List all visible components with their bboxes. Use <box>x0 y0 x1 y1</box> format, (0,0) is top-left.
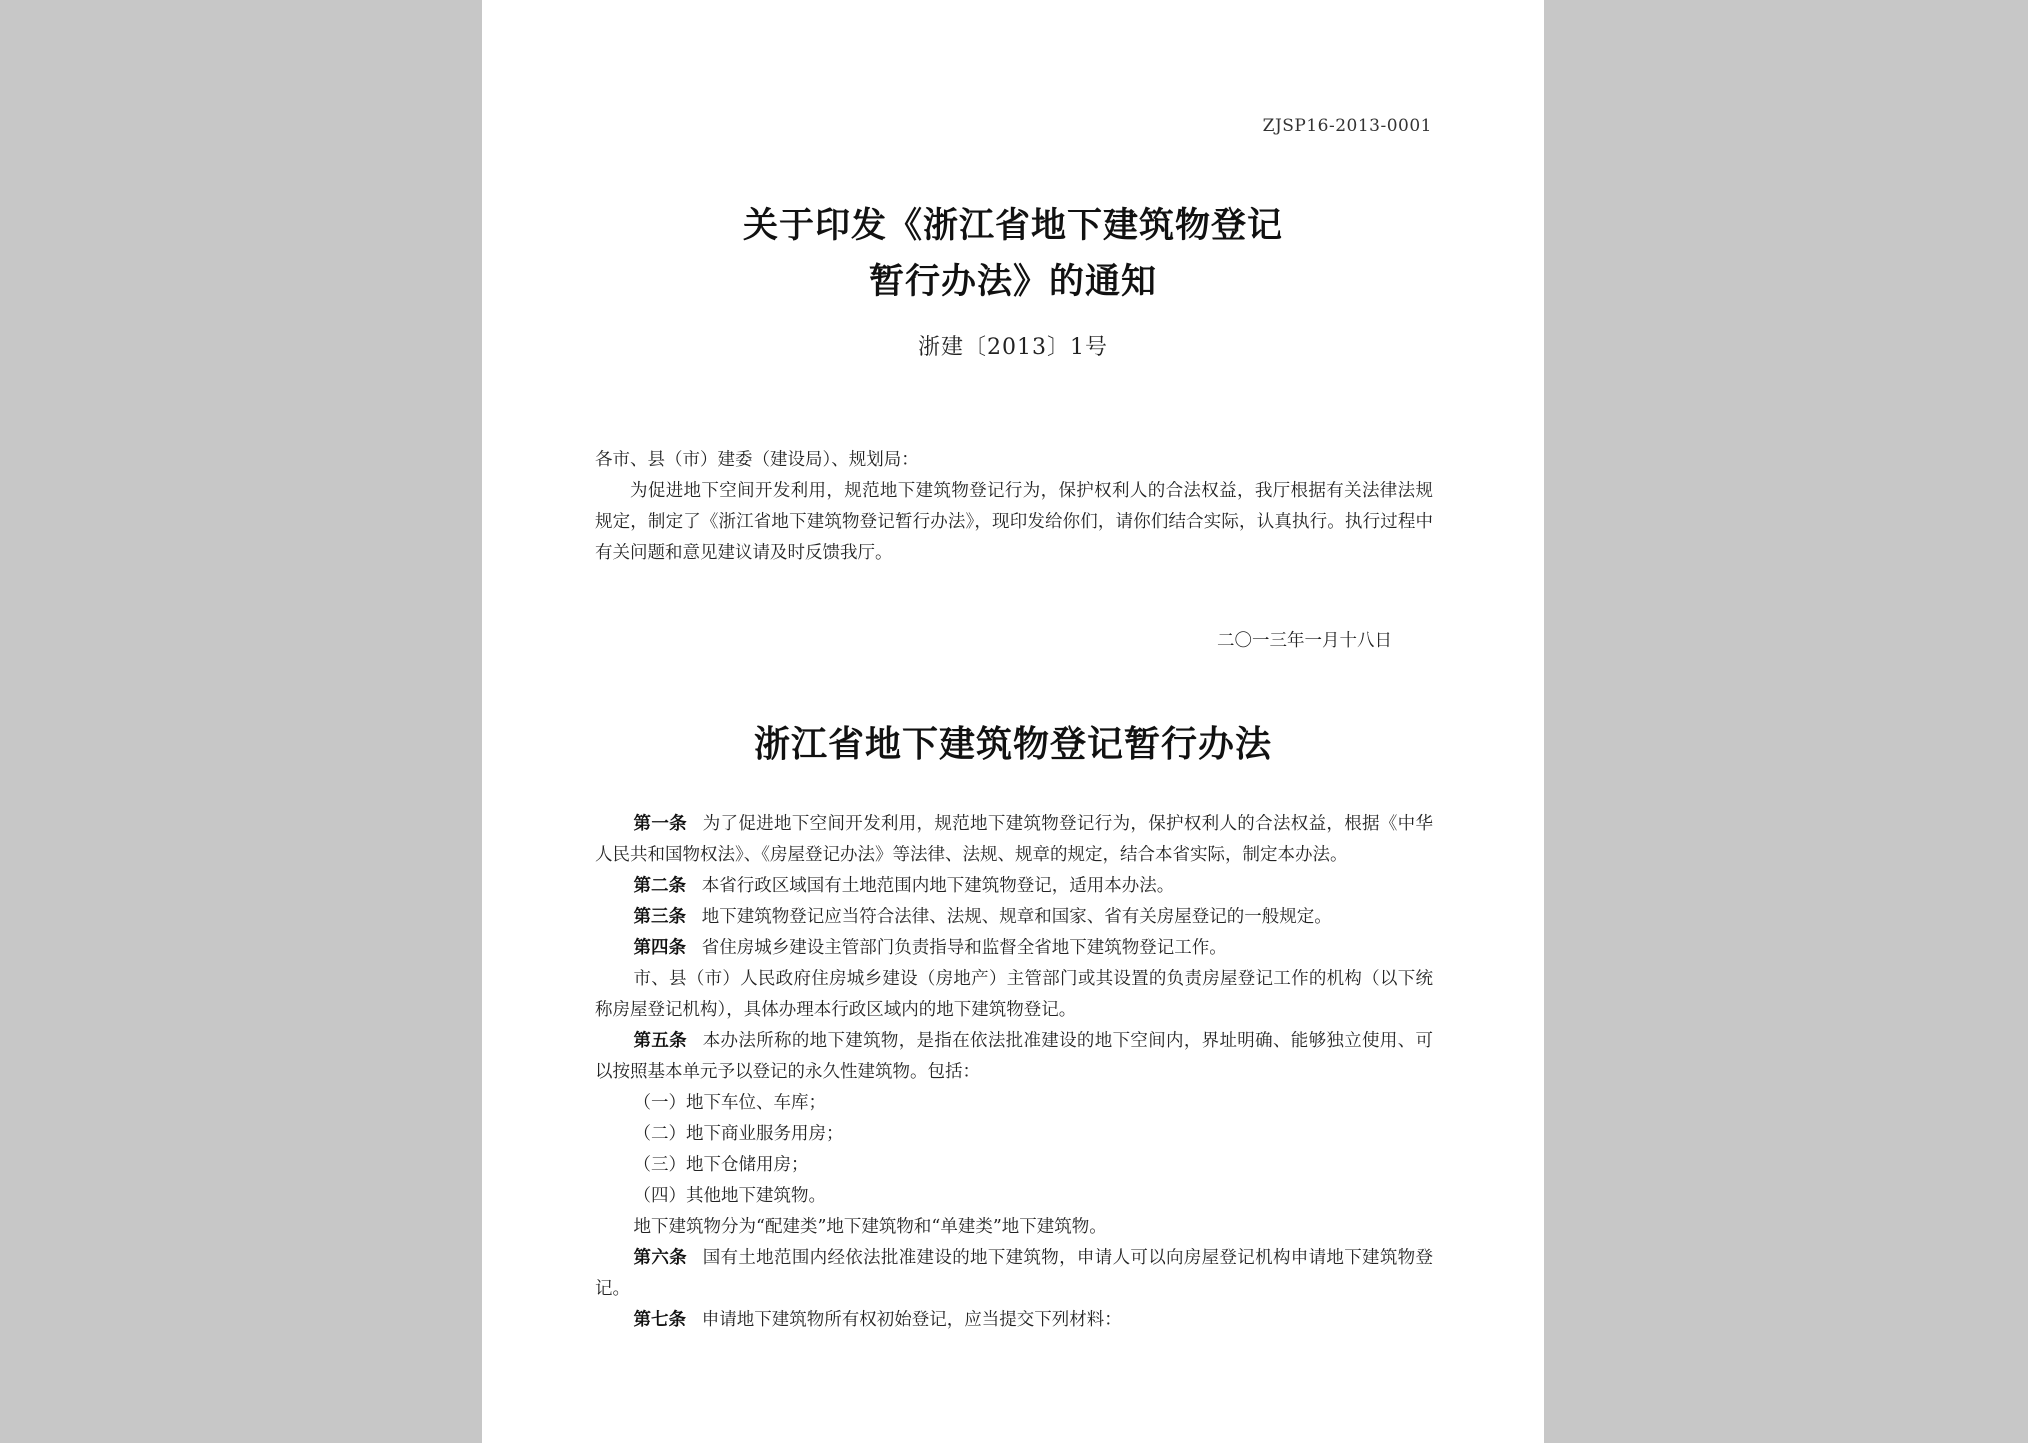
article-text: （四）其他地下建筑物。 <box>633 1186 826 1206</box>
articles-list <box>595 809 1433 1336</box>
article-paragraph <box>595 1026 1433 1088</box>
list-item <box>595 1088 1433 1119</box>
article-paragraph <box>595 1212 1433 1243</box>
article-text: （一）地下车位、车库； <box>633 1093 826 1113</box>
article-text: 为了促进地下空间开发利用，规范地下建筑物登记行为，保护权利人的合法权益，根据《中华人民共和国物权法》、《房屋登记办法》等法律、法规、规章的规定，结合本省实际，制定本办法。 <box>595 814 1434 865</box>
article-paragraph <box>595 902 1433 933</box>
list-item <box>595 1150 1433 1181</box>
article-number: 第三条 <box>633 907 686 927</box>
article-paragraph <box>595 964 1433 1026</box>
issue-date: 二〇一三年一月十八日 <box>1217 631 1392 651</box>
article-paragraph <box>595 871 1433 902</box>
notice-title-line1: 关于印发《浙江省地下建筑物登记 <box>742 205 1283 246</box>
article-text: 国有土地范围内经依法批准建设的地下建筑物，申请人可以向房屋登记机构申请地下建筑物登记。 <box>595 1248 1434 1299</box>
measures-title: 浙江省地下建筑物登记暂行办法 <box>753 723 1272 765</box>
salutation: 各市、县（市）建委（建设局）、规划局： <box>595 450 919 470</box>
list-item <box>595 1181 1433 1212</box>
document-page <box>482 0 1544 1443</box>
article-text: 本办法所称的地下建筑物，是指在依法批准建设的地下空间内，界址明确、能够独立使用、可以按照基本单元予以登记的永久性建筑物。包括： <box>595 1031 1434 1082</box>
article-number: 第五条 <box>633 1031 687 1051</box>
article-number: 第四条 <box>633 938 686 958</box>
article-text: 本省行政区域国有土地范围内地下建筑物登记，适用本办法。 <box>701 876 1175 896</box>
article-text: 省住房城乡建设主管部门负责指导和监督全省地下建筑物登记工作。 <box>701 938 1227 958</box>
article-text: 地下建筑物登记应当符合法律、法规、规章和国家、省有关房屋登记的一般规定。 <box>701 907 1332 927</box>
notice-title-line2: 暂行办法》的通知 <box>868 261 1157 302</box>
article-text: 地下建筑物分为“配建类”地下建筑物和“单建类”地下建筑物。 <box>633 1217 1107 1237</box>
list-item <box>595 1119 1433 1150</box>
intro-paragraph: 为促进地下空间开发利用，规范地下建筑物登记行为，保护权利人的合法权益，我厅根据有关法律法规规定，制定了《浙江省地下建筑物登记暂行办法》，现印发给你们，请你们结合实际，认真执行。执行过程中有关问题和意见建议请及时反馈我厅。 <box>595 481 1433 563</box>
document-code: ZJSP16-2013-0001 <box>1262 116 1432 136</box>
article-paragraph <box>595 1305 1433 1336</box>
article-text: 申请地下建筑物所有权初始登记，应当提交下列材料： <box>701 1310 1122 1330</box>
article-paragraph <box>595 1243 1433 1305</box>
article-text: （三）地下仓储用房； <box>633 1155 809 1175</box>
article-number: 第二条 <box>633 876 686 896</box>
article-paragraph <box>595 809 1433 871</box>
article-number: 第七条 <box>633 1310 686 1330</box>
document-number: 浙建〔2013〕1号 <box>918 335 1108 360</box>
article-text: （二）地下商业服务用房； <box>633 1124 844 1144</box>
article-text: 市、县（市）人民政府住房城乡建设（房地产）主管部门或其设置的负责房屋登记工作的机构（以下统称房屋登记机构），具体办理本行政区域内的地下建筑物登记。 <box>595 969 1433 1020</box>
article-paragraph <box>595 933 1433 964</box>
article-number: 第一条 <box>633 814 687 834</box>
article-number: 第六条 <box>633 1248 687 1268</box>
